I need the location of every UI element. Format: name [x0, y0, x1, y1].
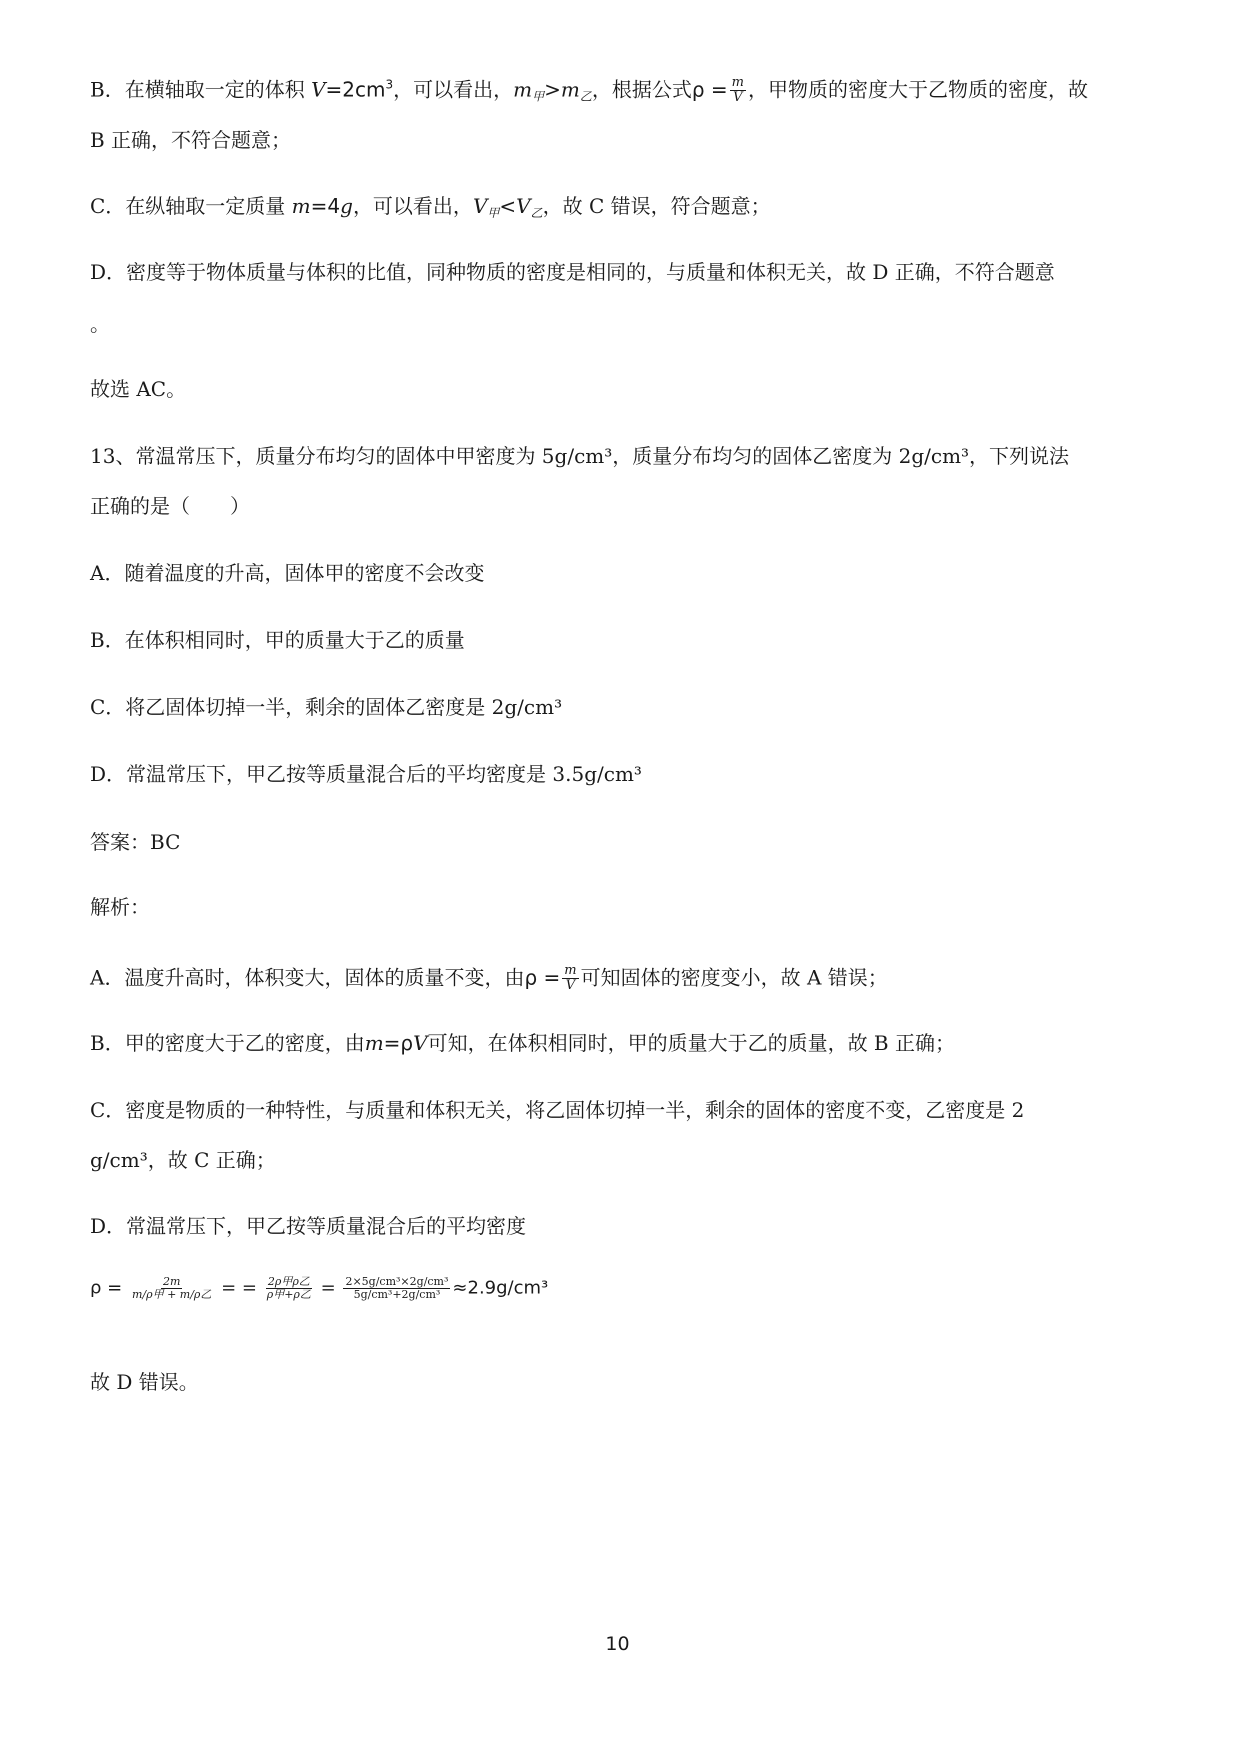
- option-a: A．随着温度的升高，固体甲的密度不会改变: [90, 561, 485, 585]
- analysis-a-tail: 可知固体的密度变小，故 A 错误；: [580, 965, 888, 990]
- formula-f3-num: 2×5g/cm³×2g/cm³: [345, 1275, 449, 1288]
- volume-yi: V: [516, 194, 531, 218]
- analysis-a-prefix: A．温度升高时，体积变大，固体的质量不变，由: [90, 965, 525, 990]
- formula-eq2: =: [320, 1277, 336, 1299]
- page-number: 10: [605, 1633, 630, 1655]
- gram-unit: g: [340, 194, 353, 218]
- question-13-line-2: 正确的是（ ）: [90, 494, 250, 518]
- option-d: D．常温常压下，甲乙按等质量混合后的平均密度是 3.5g/cm³: [90, 762, 642, 786]
- option-c: C．将乙固体切掉一半，剩余的固体乙密度是 2g/cm³: [90, 695, 563, 719]
- question-13-line-1: 13、常温常压下，质量分布均匀的固体中甲密度为 5g/cm³，质量分布均匀的固体乙密度为 2g/cm³，下列说法: [90, 444, 1070, 468]
- formula-fraction-3: [343, 1276, 450, 1301]
- rho-symbol: ρ =: [691, 77, 728, 102]
- volume-value: =2cm: [325, 77, 386, 102]
- volume-exponent: 3: [385, 77, 394, 92]
- formula-f3-den: 5g/cm³+2g/cm³: [353, 1288, 441, 1302]
- analysis-b: [90, 1033, 955, 1053]
- volume-yi-sub: 乙: [530, 206, 543, 220]
- conclusion: 故 D 错误。: [90, 1370, 199, 1394]
- formula-fraction-1: [130, 1276, 213, 1301]
- less-than: <: [499, 194, 517, 218]
- formula-f1-den: m/ρ甲 + m/ρ乙: [131, 1288, 212, 1302]
- analysis-d: D．常温常压下，甲乙按等质量混合后的平均密度: [90, 1214, 527, 1238]
- line1-prefix: B．在横轴取一定的体积: [90, 77, 305, 102]
- fraction-numerator: m: [731, 75, 744, 90]
- density-fraction: [730, 76, 746, 106]
- analysis-a-rho: ρ =: [524, 965, 561, 990]
- option-b: B．在体积相同时，甲的质量大于乙的质量: [90, 628, 465, 652]
- formula-f2-num: 2ρ甲ρ乙: [267, 1275, 310, 1288]
- mass-yi-sub: 乙: [579, 89, 592, 104]
- line3-prefix: C．在纵轴取一定质量: [90, 194, 286, 218]
- fraction-denominator: V: [733, 90, 743, 106]
- mass-variable: m: [291, 194, 311, 218]
- analysis-b-eq: =ρ: [383, 1031, 414, 1055]
- analysis-b-prefix: B．甲的密度大于乙的密度，由: [90, 1031, 365, 1055]
- analysis-heading: 解析：: [90, 895, 150, 919]
- formula-rho: ρ =: [90, 1277, 123, 1299]
- mass-yi: m: [560, 77, 580, 102]
- volume-jia-sub: 甲: [487, 206, 500, 220]
- line1-tail: ，甲物质的密度大于乙物质的密度，故: [748, 77, 1088, 102]
- line3-tail: ，故 C 错误，符合题意；: [542, 194, 771, 218]
- volume-variable: V: [311, 77, 326, 102]
- text-line-1: [90, 76, 1088, 106]
- density-formula: [90, 1276, 548, 1301]
- line3-mid: ，可以看出，: [352, 194, 473, 218]
- analysis-a: [90, 964, 888, 994]
- formula-result: ≈2.9g/cm³: [452, 1277, 549, 1299]
- analysis-c-line-2: g/cm³，故 C 正确；: [90, 1148, 276, 1172]
- text-line-2: B 正确，不符合题意；: [90, 128, 292, 152]
- formula-f2-den: ρ甲+ρ乙: [266, 1288, 311, 1302]
- text-line-6: 故选 AC。: [90, 377, 187, 401]
- analysis-a-num: m: [564, 963, 577, 978]
- text-line-5: 。: [90, 312, 110, 336]
- formula-f1-num: 2m: [162, 1275, 181, 1288]
- mass-jia-sub: 甲: [532, 89, 545, 104]
- line1-mid: ，可以看出，: [393, 77, 514, 102]
- analysis-b-v: V: [413, 1031, 428, 1055]
- mass-value: =4: [310, 194, 341, 218]
- formula-eq: = =: [221, 1277, 258, 1299]
- volume-jia: V: [472, 194, 488, 218]
- analysis-a-fraction: [562, 964, 578, 994]
- analysis-b-m: m: [364, 1031, 384, 1055]
- text-line-4: D．密度等于物体质量与体积的比值，同种物质的密度是相同的，与质量和体积无关，故 D 正确，不符合题意: [90, 260, 1055, 284]
- analysis-c-line-1: C．密度是物质的一种特性，与质量和体积无关，将乙固体切掉一半，剩余的固体的密度不变，乙密度是 2: [90, 1098, 1025, 1122]
- line1-mid2: ，根据公式: [591, 77, 692, 102]
- greater-than: >: [544, 77, 561, 102]
- analysis-b-tail: 可知，在体积相同时，甲的质量大于乙的质量，故 B 正确；: [427, 1031, 955, 1055]
- formula-fraction-2: [265, 1276, 313, 1301]
- mass-jia: m: [513, 77, 533, 102]
- text-line-3: [90, 196, 771, 219]
- analysis-a-den: V: [565, 978, 576, 994]
- answer: 答案：BC: [90, 830, 181, 854]
